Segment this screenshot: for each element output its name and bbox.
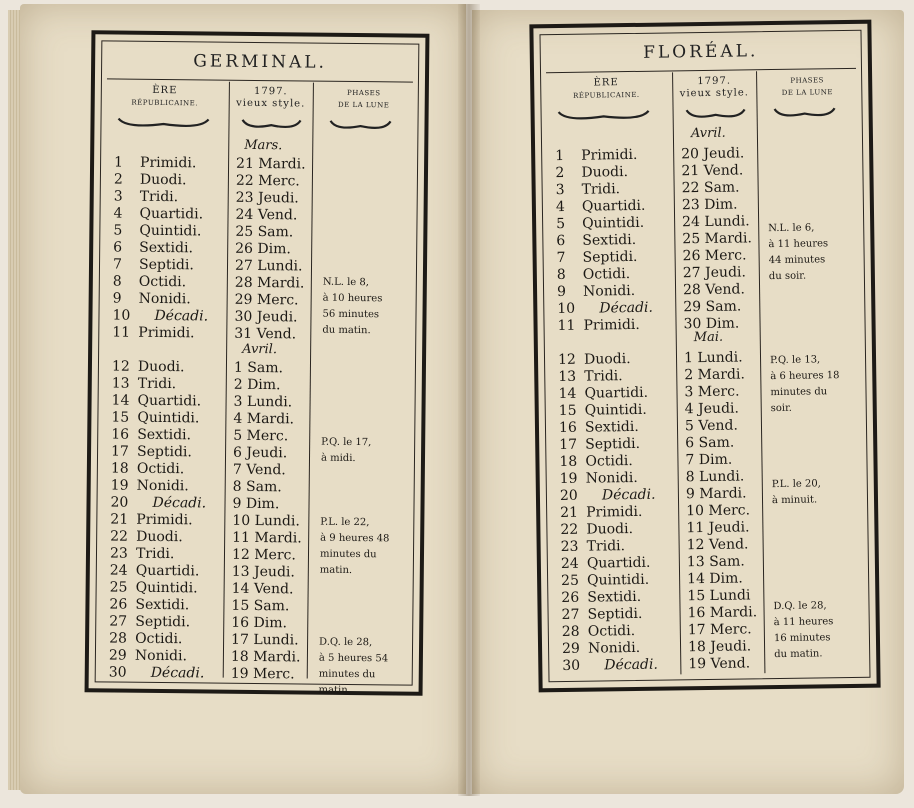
calendar-row (535, 161, 869, 183)
day-name: Septidi. (138, 256, 194, 274)
day-name: Primidi. (136, 511, 193, 529)
moon-phase-line: à 9 heures 48 (320, 532, 390, 545)
old-style-date: 25 Sam. (235, 223, 294, 241)
calendar-row (539, 450, 873, 472)
day-number: 7 (112, 256, 123, 273)
moon-phase-line: à 5 heures 54 (318, 652, 389, 665)
old-style-date: 26 Merc. (682, 247, 747, 265)
moon-phase-line: à 11 heures (773, 616, 834, 629)
old-style-date: 8 Lundi. (685, 468, 745, 486)
moon-phase-note (321, 435, 371, 468)
day-number: 13 (558, 368, 577, 386)
month-label: Mars. (244, 137, 283, 154)
day-number: 12 (111, 358, 130, 375)
day-name: Nonidi. (138, 290, 191, 308)
calendar-row (539, 433, 873, 455)
day-number: 19 (110, 477, 129, 494)
old-style-date: 9 Mardi. (685, 485, 747, 503)
day-name: Duodi. (581, 164, 629, 181)
day-number: 18 (110, 460, 129, 477)
old-style-date: 3 Merc. (684, 383, 740, 401)
old-style-date: 20 Jeudi. (681, 145, 745, 163)
day-number: 24 (560, 555, 579, 573)
calendar-row (540, 467, 874, 489)
day-name: Duodi. (137, 358, 185, 376)
old-style-date: 1 Sam. (233, 359, 284, 377)
day-name: Quintidi. (137, 409, 200, 427)
moon-phase-line: D.Q. le 28, (773, 600, 827, 613)
calendar-row (536, 178, 870, 200)
old-style-date: 18 Mardi. (230, 648, 301, 666)
calendar-row (540, 518, 874, 540)
day-name: Septidi. (587, 605, 643, 623)
moon-phase-line: minutes du (770, 386, 828, 399)
day-number: 4 (113, 205, 123, 222)
old-style-date: 10 Lundi. (232, 512, 300, 530)
day-name: Primidi. (583, 316, 640, 334)
calendar-row (538, 348, 872, 370)
moon-phase-line: matin. (318, 684, 351, 697)
moon-phase-line: P.L. le 20, (771, 478, 821, 491)
old-style-date: 17 Merc. (687, 621, 752, 639)
moon-phase-line: à 11 heures (768, 238, 829, 251)
moon-phase-line: P.L. le 22, (320, 516, 370, 529)
old-style-date: 17 Lundi. (231, 631, 299, 649)
day-number: 25 (561, 572, 580, 590)
day-number: 3 (113, 188, 123, 205)
day-number: 3 (555, 181, 565, 199)
calendar-row (93, 205, 423, 225)
day-number: 30 (108, 664, 127, 681)
calendar-row (537, 263, 871, 285)
flourish-ornament (116, 117, 210, 130)
day-number: 2 (113, 171, 123, 188)
day-name: Décadi. (601, 486, 656, 504)
moon-phase-line: 44 minutes (768, 254, 826, 267)
calendar-row (93, 222, 423, 242)
old-style-date: 1 Lundi. (683, 349, 743, 367)
month-title: FLORÉAL. (643, 41, 759, 63)
old-style-date: 26 Dim. (235, 240, 291, 258)
day-number: 29 (108, 647, 127, 664)
calendar-row (90, 545, 420, 565)
calendar-row (93, 256, 423, 276)
old-style-date: 29 Sam. (683, 298, 742, 316)
calendar-row (91, 443, 421, 463)
old-style-date: 24 Vend. (235, 206, 298, 224)
day-name: Nonidi. (582, 282, 636, 300)
day-number: 18 (559, 453, 578, 471)
day-name: Primidi. (138, 324, 195, 342)
day-name: Sextidi. (587, 588, 642, 606)
old-style-date: 15 Lundi (687, 587, 751, 605)
day-name: Quintidi. (584, 401, 647, 419)
moon-phase-note (320, 515, 390, 580)
calendar-row (536, 229, 870, 251)
day-number: 19 (559, 470, 578, 488)
day-name: Quintidi. (587, 571, 650, 589)
calendar-row (540, 501, 874, 523)
day-number: 14 (111, 392, 130, 409)
calendar-row (541, 569, 875, 591)
month-label: Avril. (690, 125, 726, 142)
day-number: 17 (559, 436, 578, 454)
day-name: Octidi. (138, 273, 187, 291)
day-number: 16 (558, 419, 577, 437)
day-number: 4 (555, 198, 565, 216)
moon-phase-note (773, 598, 834, 663)
day-name: Duodi. (139, 171, 187, 189)
old-style-date: 18 Jeudi. (687, 638, 752, 656)
old-style-date: 15 Sam. (231, 597, 290, 615)
day-number: 22 (110, 528, 129, 545)
moon-phase-line: N.L. le 6, (768, 222, 815, 235)
day-name: Duodi. (583, 351, 631, 368)
day-name: Sextidi. (139, 239, 194, 257)
calendar-row (89, 596, 419, 616)
calendar-row (539, 399, 873, 421)
day-number: 21 (110, 511, 129, 528)
day-number: 5 (556, 215, 566, 233)
day-number: 6 (113, 239, 123, 256)
day-number: 11 (557, 317, 576, 335)
day-number: 23 (560, 538, 579, 556)
calendar-row (542, 637, 876, 659)
old-style-date: 12 Merc. (231, 546, 296, 564)
day-name: Décadi. (599, 299, 654, 317)
old-style-date: 31 Vend. (234, 325, 297, 343)
day-name: Octidi. (582, 266, 631, 283)
old-style-date: 16 Mardi. (687, 604, 758, 622)
old-style-date: 19 Merc. (230, 665, 295, 683)
day-number: 16 (111, 426, 130, 443)
old-style-date: 7 Dim. (685, 451, 733, 469)
moon-phase-note (322, 275, 382, 340)
day-number: 10 (557, 300, 576, 318)
day-name: Nonidi. (134, 647, 188, 665)
old-style-date: 5 Merc. (233, 427, 289, 445)
book-gutter (458, 4, 480, 796)
day-number: 29 (561, 640, 581, 658)
day-name: Sextidi. (582, 231, 637, 249)
moon-phase-note (772, 476, 822, 509)
calendar-row (91, 460, 421, 480)
calendar-row (94, 188, 424, 208)
calendar-row (537, 297, 871, 319)
old-style-date: 8 Sam. (232, 478, 282, 496)
day-number: 17 (110, 443, 129, 460)
day-name: Septidi. (585, 435, 641, 453)
day-number: 7 (556, 249, 566, 267)
moon-phase-note (768, 220, 829, 285)
day-name: Quartidi. (581, 197, 646, 215)
calendar-row (537, 246, 871, 268)
calendar-row (90, 511, 420, 531)
calendar-row (89, 630, 419, 650)
moon-phase-line: minutes du (319, 548, 377, 561)
day-number: 25 (109, 579, 128, 596)
day-name: Primidi. (581, 146, 638, 164)
day-number: 27 (109, 613, 128, 630)
day-number: 21 (560, 504, 579, 522)
day-name: Octidi. (135, 630, 183, 648)
day-number: 30 (562, 657, 581, 675)
day-name: Primidi. (140, 154, 197, 172)
old-style-date: 28 Vend. (682, 281, 745, 299)
day-name: Décadi. (152, 494, 207, 512)
calendar-row (92, 307, 422, 327)
old-style-date: 11 Jeudi. (686, 519, 750, 537)
day-number: 28 (109, 630, 128, 647)
day-name: Octidi. (587, 623, 636, 640)
old-style-date: 23 Dim. (681, 196, 738, 214)
day-number: 2 (555, 164, 565, 182)
day-number: 14 (558, 385, 577, 403)
calendar-row (93, 273, 423, 293)
day-number: 8 (112, 273, 122, 290)
old-style-date: 2 Mardi. (684, 366, 745, 384)
moon-phase-line: du soir. (768, 270, 807, 283)
calendar-row (541, 586, 875, 608)
day-number: 26 (109, 596, 128, 613)
day-name: Sextidi. (137, 426, 192, 444)
calendar-row (93, 239, 423, 259)
day-number: 27 (561, 606, 580, 624)
old-style-date: 27 Lundi. (234, 257, 303, 275)
calendar-row (93, 290, 423, 310)
old-style-date: 23 Jeudi. (235, 189, 299, 207)
old-style-date: 3 Lundi. (233, 393, 293, 411)
moon-phase-line: à minuit. (771, 494, 818, 507)
col-header-era: ÈRE RÉPUBLICAINE. (131, 84, 199, 108)
day-name: Nonidi. (136, 477, 189, 495)
moon-phase-line: P.Q. le 13, (769, 354, 821, 367)
old-style-date: 14 Vend. (231, 580, 294, 598)
col-header-phases: PHASES DE LA LUNE (338, 88, 390, 110)
calendar-row (538, 382, 872, 404)
floreal-table (529, 20, 880, 693)
flourish-ornament (240, 118, 302, 131)
calendar-row (91, 477, 421, 497)
calendar-row (92, 392, 422, 412)
day-name: Quintidi. (139, 222, 202, 240)
calendar-row (91, 426, 421, 446)
calendar-row (90, 562, 420, 582)
calendar-row (89, 664, 419, 684)
calendar-row (536, 195, 870, 217)
old-style-date: 9 Dim. (232, 495, 280, 513)
old-style-date: 7 Vend. (232, 461, 286, 479)
day-name: Quintidi. (135, 579, 198, 597)
calendar-row (542, 654, 876, 676)
flourish-ornament (685, 107, 747, 120)
day-name: Octidi. (136, 460, 185, 478)
day-name: Octidi. (585, 453, 633, 470)
old-style-date: 24 Lundi. (682, 213, 750, 231)
calendar-row (90, 528, 420, 548)
old-style-date: 21 Vend. (681, 162, 744, 180)
moon-phase-line: à 10 heures (322, 292, 383, 305)
day-number: 9 (112, 290, 122, 307)
day-number: 9 (556, 283, 567, 301)
day-number: 26 (561, 589, 580, 607)
day-name: Nonidi. (587, 639, 641, 657)
day-number: 1 (114, 154, 124, 171)
col-header-phases: PHASES DE LA LUNE (781, 76, 834, 97)
day-name: Quartidi. (584, 384, 649, 402)
moon-phase-line: à 6 heures 18 (770, 370, 840, 383)
day-name: Tridi. (135, 545, 175, 563)
day-number: 10 (112, 307, 131, 324)
old-style-date: 4 Jeudi. (684, 400, 740, 418)
calendar-row (538, 365, 872, 387)
calendar-row (541, 603, 875, 625)
day-name: Primidi. (586, 503, 643, 521)
moon-phase-line: 16 minutes (773, 632, 831, 645)
old-style-date: 19 Vend. (688, 655, 751, 673)
old-style-date: 21 Mardi. (236, 155, 306, 173)
flourish-ornament (328, 119, 392, 132)
calendar-row (91, 409, 421, 429)
calendar-row (539, 416, 873, 438)
day-number: 5 (113, 222, 123, 239)
moon-phase-line: P.Q. le 17, (321, 436, 372, 449)
flourish-ornament (773, 106, 837, 119)
month-title: GERMINAL. (193, 51, 328, 73)
day-number: 1 (555, 147, 565, 165)
day-name: Nonidi. (585, 469, 638, 487)
day-name: Septidi. (136, 443, 192, 461)
moon-phase-note (770, 352, 840, 417)
day-number: 8 (556, 266, 566, 284)
calendar-row (536, 212, 870, 234)
day-number: 13 (111, 375, 130, 392)
day-number: 24 (109, 562, 128, 579)
old-style-date: 22 Merc. (235, 172, 300, 190)
day-name: Duodi. (136, 528, 183, 546)
old-style-date: 14 Dim. (687, 570, 743, 588)
old-style-date: 30 Dim. (683, 315, 740, 333)
calendar-row (89, 647, 419, 667)
col-header-era: ÈRE RÉPUBLICAINE. (573, 77, 640, 100)
moon-phase-line: 56 minutes (322, 308, 380, 321)
calendar-row (535, 144, 869, 166)
old-style-date: 13 Jeudi. (231, 563, 295, 581)
day-number: 15 (558, 402, 577, 420)
day-number: 11 (112, 324, 131, 341)
day-name: Quintidi. (582, 214, 645, 232)
old-style-date: 16 Dim. (231, 614, 288, 632)
moon-phase-line: à midi. (320, 452, 356, 465)
old-style-date: 22 Sam. (681, 179, 740, 197)
day-number: 20 (559, 487, 578, 505)
day-name: Quartidi. (586, 554, 651, 572)
day-name: Tridi. (584, 368, 623, 385)
calendar-row (90, 579, 420, 599)
moon-phase-line: soir. (770, 402, 793, 415)
day-name: Décadi. (150, 664, 205, 682)
moon-phase-line: minutes du (318, 668, 376, 681)
day-number: 12 (557, 351, 576, 369)
old-style-date: 28 Mardi. (234, 274, 305, 292)
day-number: 22 (560, 521, 579, 539)
calendar-row (537, 280, 871, 302)
moon-phase-line: matin. (319, 564, 353, 577)
moon-phase-line: du matin. (774, 648, 823, 661)
day-name: Quartidi. (139, 205, 204, 223)
day-name: Quartidi. (137, 392, 202, 410)
old-style-date: 6 Jeudi. (232, 444, 288, 462)
old-style-date: 25 Mardi. (682, 230, 753, 248)
calendar-row (89, 613, 419, 633)
day-name: Tridi. (581, 181, 621, 198)
calendar-row (92, 324, 422, 344)
month-label: Avril. (242, 341, 278, 358)
day-number: 28 (561, 623, 580, 641)
day-name: Tridi. (137, 375, 177, 393)
day-number: 20 (110, 494, 129, 511)
calendar-row (92, 375, 422, 395)
day-number: 15 (111, 409, 130, 426)
day-name: Décadi. (154, 307, 209, 325)
germinal-table (85, 30, 430, 696)
calendar-row (537, 314, 871, 336)
calendar-row (541, 552, 875, 574)
calendar-row (90, 494, 420, 514)
day-name: Décadi. (604, 656, 659, 674)
old-style-date: 10 Merc. (686, 502, 751, 520)
old-style-date: 30 Jeudi. (234, 308, 298, 326)
day-name: Tridi. (139, 188, 179, 206)
day-name: Tridi. (586, 538, 626, 555)
day-name: Sextidi. (135, 596, 190, 614)
moon-phase-line: N.L. le 8, (322, 276, 370, 289)
old-style-date: 12 Vend. (686, 536, 749, 554)
day-number: 6 (556, 232, 566, 250)
moon-phase-line: D.Q. le 28, (319, 636, 373, 649)
month-label: Mai. (693, 329, 724, 346)
calendar-row (92, 358, 422, 378)
old-style-date: 29 Merc. (234, 291, 299, 309)
old-style-date: 5 Vend. (684, 417, 738, 435)
calendar-row (541, 535, 875, 557)
day-name: Sextidi. (584, 418, 639, 436)
old-style-date: 2 Dim. (233, 376, 281, 394)
old-style-date: 4 Mardi. (233, 410, 295, 428)
calendar-row (94, 154, 424, 174)
moon-phase-line: du matin. (322, 324, 371, 337)
day-name: Duodi. (586, 521, 634, 538)
calendar-row (94, 171, 424, 191)
calendar-row (542, 620, 876, 642)
old-style-date: 6 Sam. (685, 434, 735, 452)
col-header-year: 1797. vieux style. (236, 85, 306, 110)
calendar-row (540, 484, 874, 506)
day-number: 23 (109, 545, 128, 562)
old-style-date: 27 Jeudi. (682, 264, 747, 282)
old-style-date: 13 Sam. (686, 553, 745, 571)
old-style-date: 11 Mardi. (232, 529, 302, 547)
moon-phase-note (318, 635, 388, 700)
day-name: Septidi. (582, 248, 638, 266)
flourish-ornament (557, 109, 651, 122)
col-header-year: 1797. vieux style. (679, 75, 749, 100)
day-name: Septidi. (135, 613, 191, 631)
day-name: Quartidi. (135, 562, 200, 580)
